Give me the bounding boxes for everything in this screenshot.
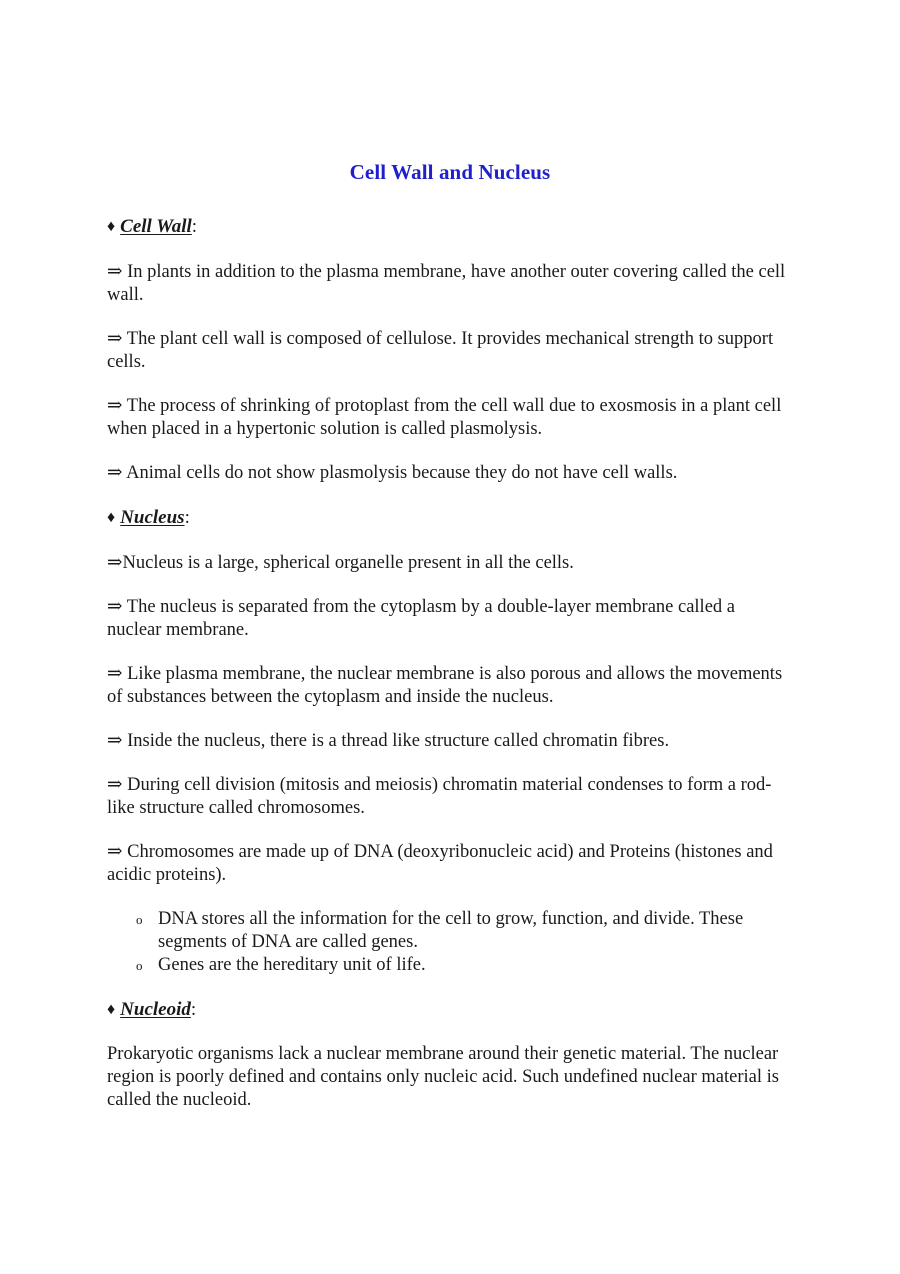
list-item xyxy=(136,908,793,954)
paragraph: ⇒ The process of shrinking of protoplast from the cell wall due to exosmosis in a plant cell when placed in a hypertonic solution is called plasmolysis. xyxy=(107,395,782,439)
circle-bullet-icon: o xyxy=(136,957,143,973)
circle-bullet-icon: o xyxy=(136,911,143,927)
section-heading-nucleus xyxy=(107,506,793,530)
section-heading-label: Nucleoid xyxy=(120,998,191,1020)
diamond-bullet-icon: ♦ xyxy=(107,1000,116,1018)
list-item-label: DNA stores all the information for the cell to grow, function, and divide. These segments of DNA are called genes. xyxy=(158,908,744,952)
section-heading-colon: : xyxy=(184,506,190,528)
paragraph: ⇒Nucleus is a large, spherical organelle present in all the cells. xyxy=(107,552,574,573)
list-item-label: Genes are the hereditary unit of life. xyxy=(158,954,426,975)
section-heading-label: Cell Wall xyxy=(120,216,192,238)
paragraph: ⇒ During cell division (mitosis and meiosis) chromatin material condenses to form a rod-like structure called chromosomes. xyxy=(107,774,772,818)
paragraph: ⇒ The plant cell wall is composed of cellulose. It provides mechanical strength to support cells. xyxy=(107,328,774,372)
section-heading-colon: : xyxy=(191,216,198,238)
diamond-bullet-icon: ♦ xyxy=(107,218,116,236)
paragraph: ⇒ Animal cells do not show plasmolysis because they do not have cell walls. xyxy=(107,462,678,483)
paragraph: ⇒ In plants in addition to the plasma membrane, have another outer covering called the cell wall. xyxy=(107,261,786,305)
section-heading-cell-wall xyxy=(107,215,793,239)
diamond-bullet-icon: ♦ xyxy=(107,508,116,526)
page-title: Cell Wall and Nucleus xyxy=(349,160,551,184)
paragraph: ⇒ Chromosomes are made up of DNA (deoxyribonucleic acid) and Proteins (histones and acidic proteins). xyxy=(107,841,773,885)
paragraph: ⇒ The nucleus is separated from the cytoplasm by a double-layer membrane called a nuclear membrane. xyxy=(107,596,735,640)
section-heading-nucleoid xyxy=(107,998,793,1022)
paragraph: Prokaryotic organisms lack a nuclear membrane around their genetic material. The nuclear region is poorly defined and contains only nucleic acid. Such undefined nuclear material is called the nucleoid. xyxy=(107,1044,779,1111)
sub-bullet-list xyxy=(107,908,793,977)
list-item xyxy=(136,954,793,977)
section-heading-colon: : xyxy=(190,998,197,1020)
section-heading-label: Nucleus xyxy=(120,506,185,528)
paragraph: ⇒ Inside the nucleus, there is a thread like structure called chromatin fibres. xyxy=(107,730,670,751)
paragraph: ⇒ Like plasma membrane, the nuclear membrane is also porous and allows the movements of substances between the cytoplasm and inside the nucleus. xyxy=(107,663,783,707)
